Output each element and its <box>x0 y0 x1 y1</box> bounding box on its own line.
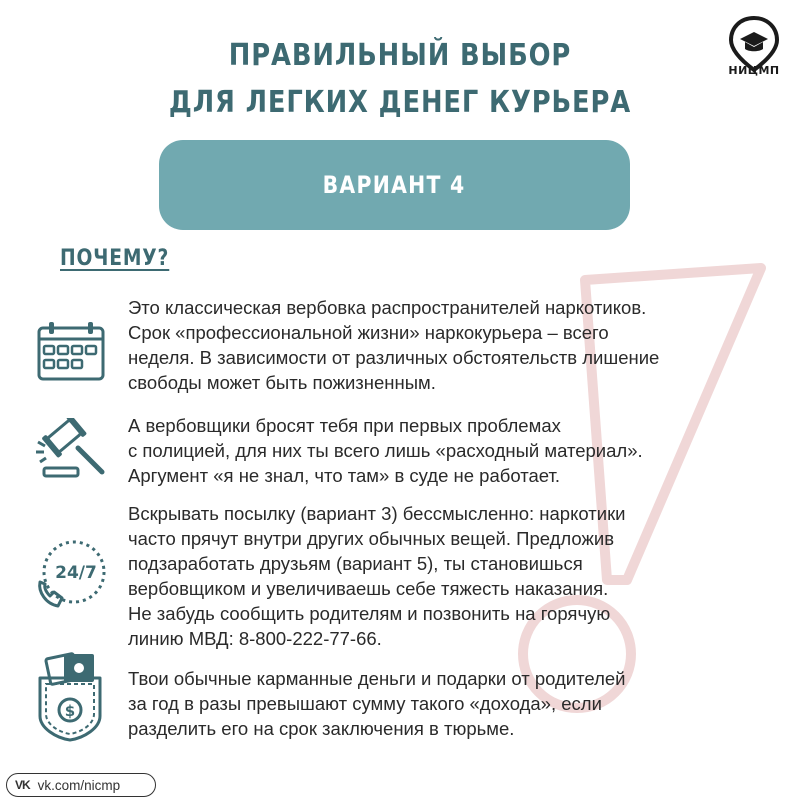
text-line: с полицией, для них ты всего лишь «расходный материал». <box>128 440 643 461</box>
text-line: Вскрывать посылку (вариант 3) бессмысленно: наркотики <box>128 503 626 524</box>
variant-label: ВАРИАНТ 4 <box>323 171 466 199</box>
gavel-icon <box>32 418 110 482</box>
text-line: подзаработать друзьям (вариант 5), ты становишься <box>128 553 583 574</box>
text-line: свободы может быть пожизненным. <box>128 372 436 393</box>
text-line: за год в разы превышают сумму такого «дохода», если <box>128 693 602 714</box>
text-line: Не забудь сообщить родителям и позвонить на горячую <box>128 603 611 624</box>
text-line: Твои обычные карманные деньги и подарки от родителей <box>128 668 626 689</box>
title-line-1: ПРАВИЛЬНЫЙ ВЫБОР <box>228 38 572 73</box>
text-line: А вербовщики бросят тебя при первых проблемах <box>128 415 561 436</box>
variant-banner <box>159 140 630 230</box>
title-line-2: ДЛЯ ЛЕГКИХ ДЕНЕГ КУРЬЕРА <box>168 85 632 120</box>
vk-link-text[interactable]: vk.com/nicmp <box>37 777 121 793</box>
text-line: разделить его на срок заключения в тюрьме. <box>128 718 515 739</box>
reason-2-text <box>128 413 778 488</box>
reason-4-text <box>128 666 778 741</box>
vk-link[interactable] <box>6 773 156 797</box>
text-line: часто прячут внутри других обычных вещей. Предложив <box>128 528 615 549</box>
text-line: Срок «профессиональной жизни» наркокурьера – всего <box>128 322 609 343</box>
text-line: вербовщиком и увеличиваешь себе тяжесть наказания. <box>128 578 609 599</box>
text-line: Аргумент «я не знал, что там» в суде не работает. <box>128 465 561 486</box>
reason-1-text <box>128 295 778 395</box>
reason-3-text <box>128 501 778 651</box>
section-heading: ПОЧЕМУ? <box>60 246 170 271</box>
text-line: линию МВД: 8-800-222-77-66. <box>128 628 382 649</box>
hotline-24-7-icon <box>30 532 112 614</box>
text-line: неделя. В зависимости от различных обстоятельств лишение <box>128 347 660 368</box>
text-line: Это классическая вербовка распространителей наркотиков. <box>128 297 647 318</box>
money-icon-text: $ <box>64 702 76 720</box>
page-title <box>142 32 658 126</box>
money-pocket-icon <box>34 652 106 742</box>
calendar-icon <box>36 320 106 382</box>
vk-icon: VK <box>15 778 30 792</box>
logo-text: НИЦМП <box>728 64 780 77</box>
hotline-icon-text: 24/7 <box>55 563 97 583</box>
